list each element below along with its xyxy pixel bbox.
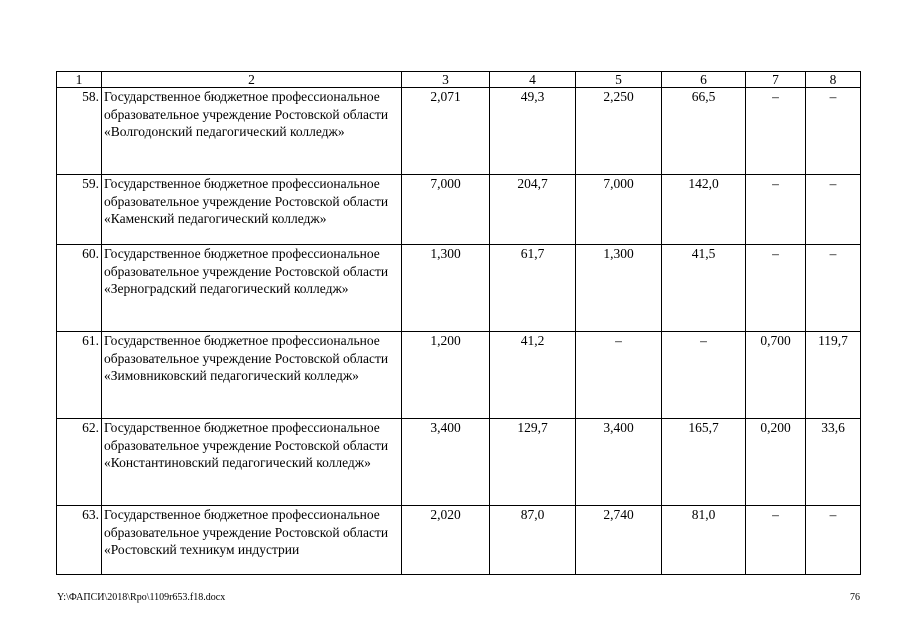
cell-col5: 2,740 xyxy=(576,506,662,575)
cell-col7: – xyxy=(746,88,806,175)
cell-col8: – xyxy=(806,506,861,575)
cell-col8: 119,7 xyxy=(806,332,861,419)
cell-col6: 66,5 xyxy=(662,88,746,175)
cell-col8: – xyxy=(806,88,861,175)
row-number: 58. xyxy=(57,88,102,175)
table-row xyxy=(57,175,861,245)
institution-name: Государственное бюджетное профессиональное образовательное учреждение Ростовской области «Каменский педагогический колледж» xyxy=(102,175,402,245)
table-row xyxy=(57,419,861,506)
cell-col5: 2,250 xyxy=(576,88,662,175)
column-header: 5 xyxy=(576,72,662,88)
cell-col4: 87,0 xyxy=(490,506,576,575)
institution-name: Государственное бюджетное профессиональное образовательное учреждение Ростовской области «Зерноградский педагогический колледж» xyxy=(102,245,402,332)
cell-col4: 41,2 xyxy=(490,332,576,419)
cell-col4: 129,7 xyxy=(490,419,576,506)
footer-page-number: 76 xyxy=(850,592,860,603)
table-row xyxy=(57,506,861,575)
cell-col5: 7,000 xyxy=(576,175,662,245)
column-header: 4 xyxy=(490,72,576,88)
institution-name: Государственное бюджетное профессиональное образовательное учреждение Ростовской области «Зимовниковский педагогический колледж» xyxy=(102,332,402,419)
cell-col3: 7,000 xyxy=(402,175,490,245)
cell-col3: 2,020 xyxy=(402,506,490,575)
institution-name: Государственное бюджетное профессиональное образовательное учреждение Ростовской области «Волгодонский педагогический колледж» xyxy=(102,88,402,175)
cell-col7: 0,700 xyxy=(746,332,806,419)
column-header: 1 xyxy=(57,72,102,88)
cell-col4: 204,7 xyxy=(490,175,576,245)
cell-col3: 1,300 xyxy=(402,245,490,332)
cell-col8: – xyxy=(806,245,861,332)
cell-col8: 33,6 xyxy=(806,419,861,506)
cell-col3: 3,400 xyxy=(402,419,490,506)
cell-col3: 1,200 xyxy=(402,332,490,419)
cell-col5: 1,300 xyxy=(576,245,662,332)
column-header: 2 xyxy=(102,72,402,88)
column-header: 3 xyxy=(402,72,490,88)
cell-col5: – xyxy=(576,332,662,419)
table-row xyxy=(57,88,861,175)
cell-col7: 0,200 xyxy=(746,419,806,506)
cell-col6: 142,0 xyxy=(662,175,746,245)
data-table xyxy=(56,71,861,575)
cell-col6: – xyxy=(662,332,746,419)
row-number: 61. xyxy=(57,332,102,419)
column-header: 7 xyxy=(746,72,806,88)
institution-name: Государственное бюджетное профессиональное образовательное учреждение Ростовской области «Ростовский техникум индустрии xyxy=(102,506,402,575)
cell-col4: 61,7 xyxy=(490,245,576,332)
footer-file-path: Y:\ФАПСИ\2018\Rpo\1109r653.f18.docx xyxy=(57,592,226,603)
cell-col8: – xyxy=(806,175,861,245)
row-number: 59. xyxy=(57,175,102,245)
table-header-row xyxy=(57,72,861,88)
table-row xyxy=(57,332,861,419)
column-header: 8 xyxy=(806,72,861,88)
cell-col7: – xyxy=(746,506,806,575)
cell-col3: 2,071 xyxy=(402,88,490,175)
table-row xyxy=(57,245,861,332)
row-number: 62. xyxy=(57,419,102,506)
cell-col6: 81,0 xyxy=(662,506,746,575)
row-number: 60. xyxy=(57,245,102,332)
column-header: 6 xyxy=(662,72,746,88)
cell-col5: 3,400 xyxy=(576,419,662,506)
cell-col4: 49,3 xyxy=(490,88,576,175)
cell-col7: – xyxy=(746,245,806,332)
row-number: 63. xyxy=(57,506,102,575)
cell-col7: – xyxy=(746,175,806,245)
cell-col6: 165,7 xyxy=(662,419,746,506)
institution-name: Государственное бюджетное профессиональное образовательное учреждение Ростовской области «Константиновский педагогический колледж» xyxy=(102,419,402,506)
cell-col6: 41,5 xyxy=(662,245,746,332)
